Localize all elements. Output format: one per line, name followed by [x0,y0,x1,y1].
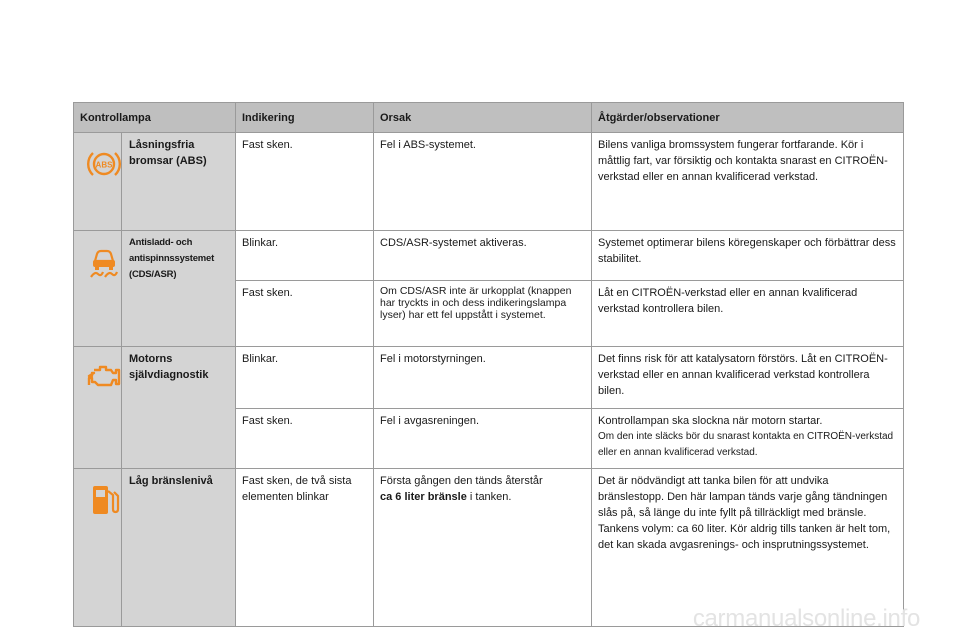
warning-lamp-table [73,102,904,627]
indikering-cell: Fast sken. [236,281,374,347]
table-row [74,469,904,627]
icon-cell [74,347,122,469]
header-atgarder: Åtgärder/observationer [592,103,904,133]
indikering-cell: Fast sken. [236,409,374,469]
abs-warning-icon [86,147,122,181]
atgard-cell [592,409,904,469]
orsak-cell: Fel i ABS-systemet. [374,133,592,231]
icon-cell [74,469,122,627]
table-header-row [74,103,904,133]
table-row [74,231,904,281]
icon-cell [74,133,122,231]
icon-cell [74,231,122,347]
table-row [74,133,904,231]
engine-icon [86,359,122,393]
indikering-cell: Fast sken, de två sista elementen blinkar [236,469,374,627]
orsak-cell: Fel i motorstyrningen. [374,347,592,409]
lamp-name-cds-asr: Antisladd- och antispinnssystemet (CDS/ASR) [122,231,236,347]
header-indikering: Indikering [236,103,374,133]
atgard-cell: Det är nödvändigt att tanka bilen för att undvika bränslestopp. Den här lampan tänds varje gång tändningen slås på, så länge du inte fyllt på tillräckligt med bränsle. Tankens volym: ca 60 liter. Kör aldrig tills tanken är helt tom, det kan skada avgasrenings- och insprutningssystemet. [592,469,904,627]
fuel-pump-icon [86,483,122,517]
header-orsak: Orsak [374,103,592,133]
orsak-bold-text: ca 6 liter bränsle [380,491,467,503]
atgard-note: Om den inte släcks bör du snarast kontakta en CITROËN-verkstad eller en annan kvalificerad verkstad. [598,431,894,458]
orsak-cell: Om CDS/ASR inte är urkopplat (knappen har tryckts in och dess indikeringslampa lyser) har ett fel uppstått i systemet. [374,281,592,347]
lamp-name-fuel: Låg bränslenivå [122,469,236,627]
watermark: carmanualsonline.info [692,605,920,632]
atgard-cell: Låt en CITROËN-verkstad eller en annan kvalificerad verkstad kontrollera bilen. [592,281,904,347]
indikering-cell: Blinkar. [236,231,374,281]
orsak-cell: CDS/ASR-systemet aktiveras. [374,231,592,281]
atgard-cell: Det finns risk för att katalysatorn förstörs. Låt en CITROËN-verkstad eller en annan kvalificerad verkstad kontrollera bilen. [592,347,904,409]
svg-text:ABS: ABS [95,160,113,170]
lamp-name-abs: Låsningsfria bromsar (ABS) [122,133,236,231]
lamp-name-motor: Motorns självdiagnostik [122,347,236,469]
atgard-cell: Systemet optimerar bilens köregenskaper och förbättrar dess stabilitet. [592,231,904,281]
skidding-car-icon [86,245,122,279]
indikering-cell: Blinkar. [236,347,374,409]
atgard-text: Kontrollampan ska slockna när motorn startar. [598,415,823,427]
orsak-end-text: i tanken. [466,491,512,503]
atgard-cell: Bilens vanliga bromssystem fungerar fortfarande. Kör i måttlig fart, var försiktig och kontakta snarast en CITROËN-verkstad eller en annan kvalificerad verkstad. [592,133,904,231]
orsak-cell: Fel i avgasreningen. [374,409,592,469]
indikering-cell: Fast sken. [236,133,374,231]
header-kontrollampa: Kontrollampa [74,103,236,133]
orsak-cell [374,469,592,627]
table-row [74,347,904,409]
orsak-text: Första gången den tänds återstår [380,475,543,487]
